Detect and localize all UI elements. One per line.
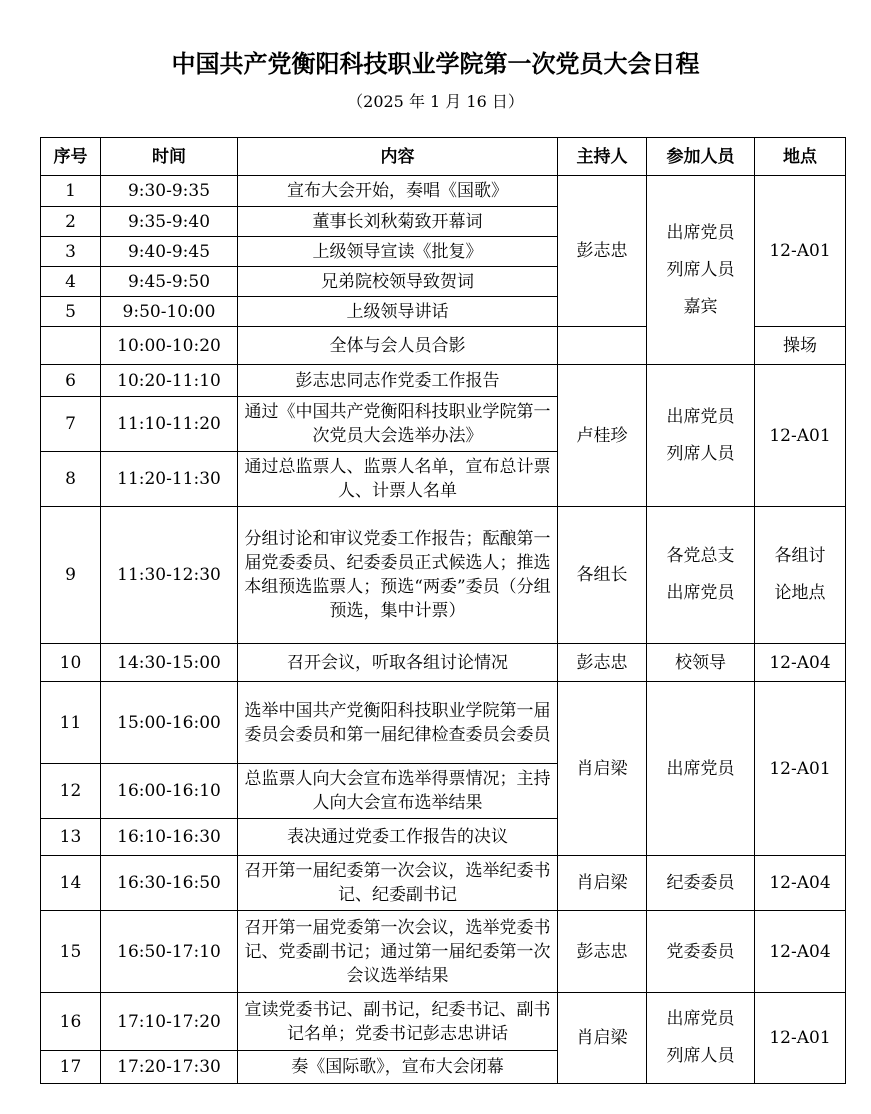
location-cell xyxy=(755,507,846,644)
host-cell: 彭志忠 xyxy=(558,176,647,327)
host-cell: 彭志忠 xyxy=(558,644,647,682)
row-number: 17 xyxy=(41,1051,101,1084)
row-content: 召开会议，听取各组讨论情况 xyxy=(238,644,558,682)
row-number: 6 xyxy=(41,365,101,397)
header-host: 主持人 xyxy=(558,138,647,176)
document-date: （2025 年 1 月 16 日） xyxy=(347,92,524,111)
document-title: 中国共产党衡阳科技职业学院第一次党员大会日程 xyxy=(171,50,700,78)
participant-line: 出席党员 xyxy=(666,1009,735,1029)
row-time: 11:20-11:30 xyxy=(101,452,238,507)
participant-line: 嘉宾 xyxy=(683,296,718,317)
row-content: 彭志忠同志作党委工作报告 xyxy=(238,365,558,397)
participants-cell xyxy=(647,993,755,1084)
row-content: 董事长刘秋菊致开幕词 xyxy=(238,207,558,237)
participant-line: 列席人员 xyxy=(666,259,735,280)
row-time: 16:50-17:10 xyxy=(101,911,238,993)
row-time: 11:30-12:30 xyxy=(101,507,238,644)
row-time: 9:50-10:00 xyxy=(101,297,238,327)
row-number: 8 xyxy=(41,452,101,507)
location-cell: 12-A01 xyxy=(755,365,846,507)
row-number: 12 xyxy=(41,764,101,819)
row-content: 兄弟院校领导致贺词 xyxy=(238,267,558,297)
table-row xyxy=(41,682,846,764)
table-row xyxy=(41,911,846,993)
table-row xyxy=(41,176,846,207)
header-content: 内容 xyxy=(238,138,558,176)
location-line: 论地点 xyxy=(774,583,826,603)
table-row xyxy=(41,993,846,1051)
row-time: 9:40-9:45 xyxy=(101,237,238,267)
location-cell: 12-A01 xyxy=(755,176,846,327)
location-cell: 12-A04 xyxy=(755,644,846,682)
location-cell: 12-A04 xyxy=(755,911,846,993)
participants-cell: 党委委员 xyxy=(647,911,755,993)
participant-line: 列席人员 xyxy=(666,1046,735,1066)
row-number: 1 xyxy=(41,176,101,207)
host-cell: 卢桂珍 xyxy=(558,365,647,507)
row-content: 分组讨论和审议党委工作报告；酝酿第一届党委委员、纪委委员正式候选人；推选本组预选监票人；预选“两委”委员（分组预选，集中计票） xyxy=(238,507,558,644)
row-number: 2 xyxy=(41,207,101,237)
row-number: 16 xyxy=(41,993,101,1051)
location-cell: 12-A01 xyxy=(755,682,846,856)
row-content: 奏《国际歌》，宣布大会闭幕 xyxy=(238,1051,558,1084)
host-cell: 肖启梁 xyxy=(558,682,647,856)
location-cell: 操场 xyxy=(755,327,846,365)
participants-cell xyxy=(647,507,755,644)
participants-cell xyxy=(647,176,755,365)
row-content: 表决通过党委工作报告的决议 xyxy=(238,819,558,856)
participants-cell xyxy=(647,365,755,507)
row-number: 3 xyxy=(41,237,101,267)
participants-cell: 纪委委员 xyxy=(647,856,755,911)
row-time: 14:30-15:00 xyxy=(101,644,238,682)
location-cell: 12-A04 xyxy=(755,856,846,911)
host-cell: 各组长 xyxy=(558,507,647,644)
row-content: 宣读党委书记、副书记，纪委书记、副书记名单；党委书记彭志忠讲话 xyxy=(238,993,558,1051)
row-number: 10 xyxy=(41,644,101,682)
row-number: 13 xyxy=(41,819,101,856)
schedule-table xyxy=(40,137,846,1084)
row-content: 选举中国共产党衡阳科技职业学院第一届委员会委员和第一届纪律检查委员会委员 xyxy=(238,682,558,764)
participant-line: 各党总支 xyxy=(666,546,735,566)
row-time: 9:30-9:35 xyxy=(101,176,238,207)
row-time: 16:10-16:30 xyxy=(101,819,238,856)
row-content: 上级领导宣读《批复》 xyxy=(238,237,558,267)
row-number xyxy=(41,327,101,365)
participant-line: 出席党员 xyxy=(666,406,735,427)
table-header-row xyxy=(41,138,846,176)
row-content: 通过《中国共产党衡阳科技职业学院第一次党员大会选举办法》 xyxy=(238,397,558,452)
participants-cell: 出席党员 xyxy=(647,682,755,856)
row-number: 5 xyxy=(41,297,101,327)
header-participants: 参加人员 xyxy=(647,138,755,176)
row-time: 15:00-16:00 xyxy=(101,682,238,764)
row-time: 10:00-10:20 xyxy=(101,327,238,365)
host-cell: 肖启梁 xyxy=(558,993,647,1084)
row-number: 7 xyxy=(41,397,101,452)
host-cell: 肖启梁 xyxy=(558,856,647,911)
row-time: 9:45-9:50 xyxy=(101,267,238,297)
row-time: 11:10-11:20 xyxy=(101,397,238,452)
location-cell: 12-A01 xyxy=(755,993,846,1084)
header-time: 时间 xyxy=(101,138,238,176)
row-content: 全体与会人员合影 xyxy=(238,327,558,365)
table-row xyxy=(41,365,846,397)
row-content: 召开第一届纪委第一次会议，选举纪委书记、纪委副书记 xyxy=(238,856,558,911)
host-cell: 彭志忠 xyxy=(558,911,647,993)
row-content: 上级领导讲话 xyxy=(238,297,558,327)
participant-line: 出席党员 xyxy=(666,583,735,603)
participant-line: 出席党员 xyxy=(666,222,735,243)
table-row xyxy=(41,856,846,911)
row-time: 10:20-11:10 xyxy=(101,365,238,397)
row-time: 17:20-17:30 xyxy=(101,1051,238,1084)
row-time: 16:00-16:10 xyxy=(101,764,238,819)
host-cell xyxy=(558,327,647,365)
location-line: 各组讨 xyxy=(774,546,826,566)
row-number: 15 xyxy=(41,911,101,993)
row-time: 17:10-17:20 xyxy=(101,993,238,1051)
table-row xyxy=(41,507,846,644)
row-number: 14 xyxy=(41,856,101,911)
header-location: 地点 xyxy=(755,138,846,176)
participants-cell: 校领导 xyxy=(647,644,755,682)
row-number: 4 xyxy=(41,267,101,297)
row-number: 11 xyxy=(41,682,101,764)
row-time: 16:30-16:50 xyxy=(101,856,238,911)
row-content: 总监票人向大会宣布选举得票情况；主持人向大会宣布选举结果 xyxy=(238,764,558,819)
row-content: 通过总监票人、监票人名单，宣布总计票人、计票人名单 xyxy=(238,452,558,507)
participant-line: 列席人员 xyxy=(666,443,735,464)
row-content: 宣布大会开始，奏唱《国歌》 xyxy=(238,176,558,207)
table-row xyxy=(41,644,846,682)
header-number: 序号 xyxy=(41,138,101,176)
row-number: 9 xyxy=(41,507,101,644)
row-content: 召开第一届党委第一次会议，选举党委书记、党委副书记；通过第一届纪委第一次会议选举结果 xyxy=(238,911,558,993)
row-time: 9:35-9:40 xyxy=(101,207,238,237)
